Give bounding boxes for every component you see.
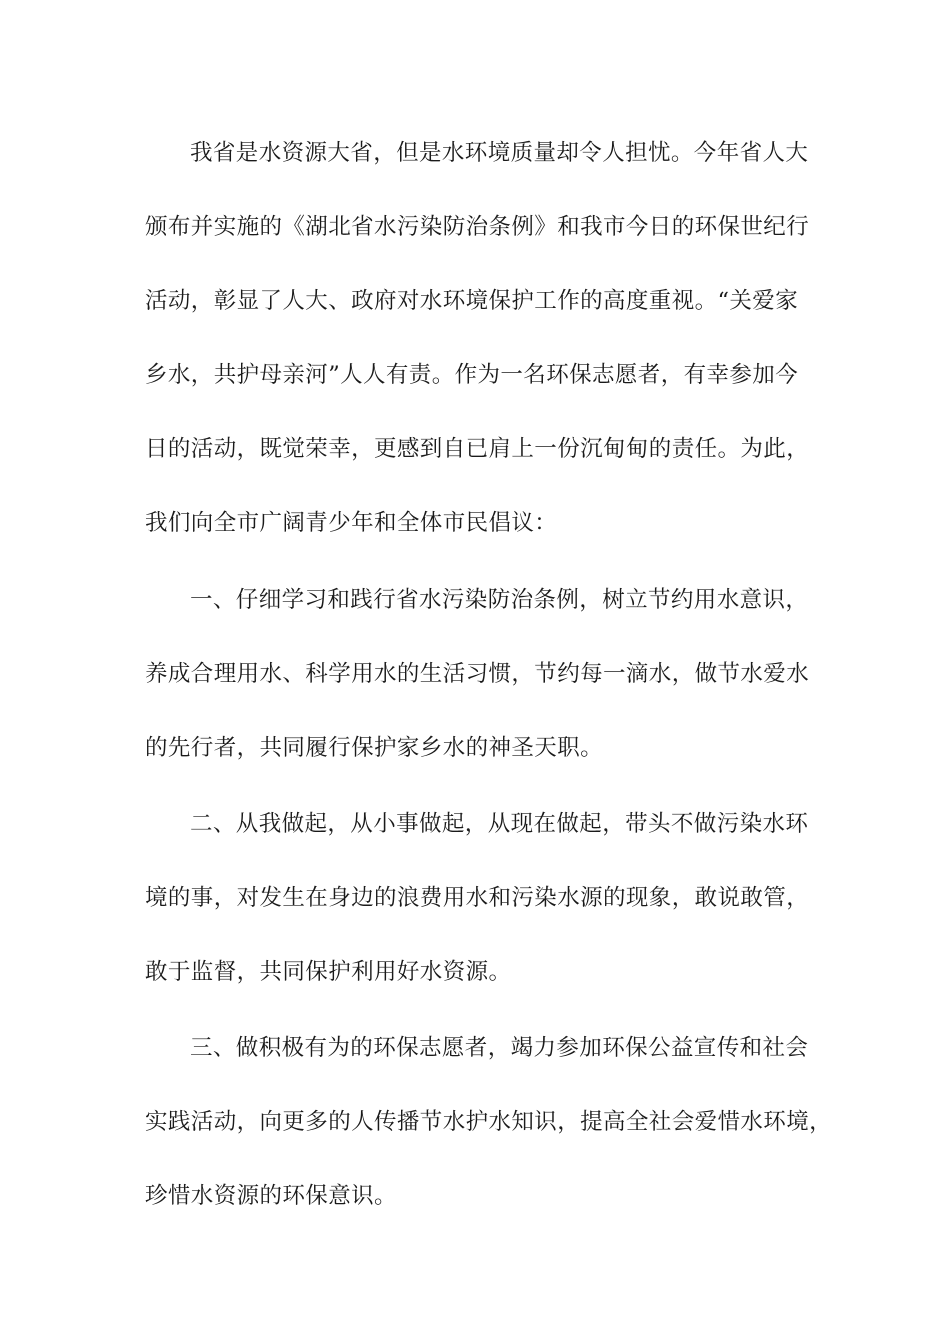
paragraph-1-line-6: 我们向全市广阔青少年和全体市民倡议： [145, 510, 558, 536]
paragraph-3-line-2: 境的事，对发生在身边的浪费用水和污染水源的现象，敢说敢管， [145, 885, 810, 911]
paragraph-1-line-4: 乡水，共护母亲河”人人有责。作为一名环保志愿者，有幸参加今 [145, 362, 799, 388]
paragraph-1-line-2: 颁布并实施的《湖北省水污染防治条例》和我市今日的环保世纪行 [145, 214, 810, 240]
paragraph-3-line-1: 二、从我做起，从小事做起，从现在做起，带头不做污染水环 [190, 811, 809, 837]
paragraph-4-line-3: 珍惜水资源的环保意识。 [145, 1183, 397, 1209]
paragraph-1-line-5: 日的活动，既觉荣幸，更感到自已肩上一份沉甸甸的责任。为此， [145, 436, 810, 462]
paragraph-4-line-1: 三、做积极有为的环保志愿者，竭力参加环保公益宣传和社会 [190, 1035, 809, 1061]
paragraph-3-line-3: 敢于监督，共同保护利用好水资源。 [145, 959, 512, 985]
paragraph-2-line-2: 养成合理用水、科学用水的生活习惯，节约每一滴水，做节水爱水 [145, 661, 810, 687]
paragraph-2-line-1: 一、仔细学习和践行省水污染防治条例，树立节约用水意识， [190, 587, 809, 613]
paragraph-1-line-1: 我省是水资源大省，但是水环境质量却令人担忧。今年省人大 [190, 140, 809, 166]
paragraph-1-line-3: 活动，彰显了人大、政府对水环境保护工作的高度重视。“关爱家 [145, 288, 799, 314]
paragraph-4-line-2: 实践活动，向更多的人传播节水护水知识，提高全社会爱惜水环境， [145, 1109, 833, 1135]
paragraph-2-line-3: 的先行者，共同履行保护家乡水的神圣天职。 [145, 735, 604, 761]
